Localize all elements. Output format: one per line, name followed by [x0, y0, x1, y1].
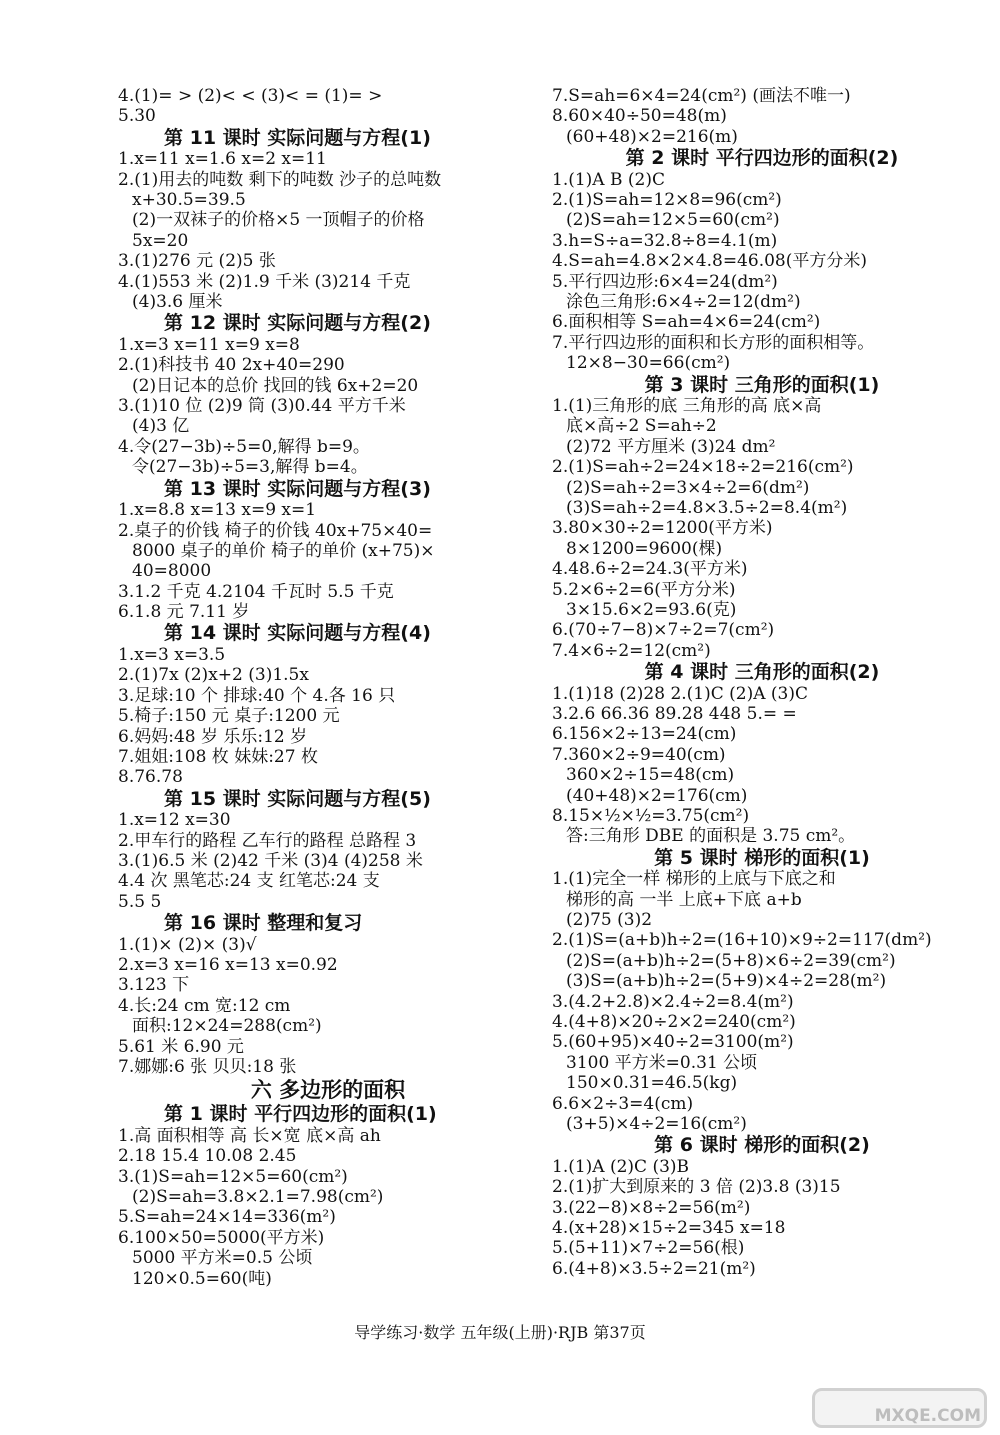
answer-line: 1.x=3 x=11 x=9 x=8 — [118, 334, 300, 355]
answer-line: 梯形的高 一半 上底+下底 a+b — [566, 889, 802, 910]
answer-line: (60+48)×2=216(m) — [566, 126, 738, 147]
answer-line: 5x=20 — [132, 230, 189, 251]
answer-line: 3×15.6×2=93.6(克) — [566, 599, 737, 620]
answer-line: 5.椅子:150 元 桌子:1200 元 — [118, 706, 340, 727]
answer-line: 3.(1)10 位 (2)9 筒 (3)0.44 平方千米 — [118, 396, 406, 417]
answer-line: 1.x=11 x=1.6 x=2 x=11 — [118, 149, 327, 170]
answer-line: 7.360×2÷9=40(cm) — [552, 744, 726, 765]
answer-line: 5.S=ah=24×14=336(m²) — [118, 1207, 336, 1228]
answer-line: (2)S=(a+b)h÷2=(5+8)×6÷2=39(cm²) — [566, 950, 896, 971]
answer-line: 1.(1)18 (2)28 2.(1)C (2)A (3)C — [552, 683, 809, 704]
answer-line: 6.156×2÷13=24(cm) — [552, 724, 737, 745]
answer-line: 4.长:24 cm 宽:12 cm — [118, 995, 291, 1016]
answer-line: 6.面积相等 S=ah=4×6=24(cm²) — [552, 312, 821, 333]
answer-line: 答:三角形 DBE 的面积是 3.75 cm²。 — [566, 826, 856, 847]
answer-line: 3.80×30÷2=1200(平方米) — [552, 518, 773, 539]
answer-line: 150×0.31=46.5(kg) — [566, 1073, 738, 1094]
answer-line: 7.平行四边形的面积和长方形的面积相等。 — [552, 332, 875, 353]
answer-line: 面积:12×24=288(cm²) — [132, 1016, 322, 1037]
answer-line: 5000 平方米=0.5 公顷 — [132, 1248, 313, 1269]
answer-line: (2)一双袜子的价格×5 一顶帽子的价格 — [132, 210, 425, 231]
answer-line: 1.x=3 x=3.5 — [118, 644, 226, 665]
answer-line: 8.76.78 — [118, 767, 183, 788]
answer-line: 2.(1)S=ah=12×8=96(cm²) — [552, 190, 782, 211]
answer-line: 令(27−3b)÷5=3,解得 b=4。 — [132, 457, 368, 478]
answer-line: 4.(4+8)×20÷2×2=240(cm²) — [552, 1012, 796, 1033]
lesson-heading: 第 16 课时 整理和复习 — [164, 912, 363, 935]
answer-line: 4.(1)= > (2)< < (3)< = (1)= > — [118, 86, 383, 106]
answer-line: 3.(1)276 元 (2)5 张 — [118, 251, 276, 272]
answer-line: 1.(1)A B (2)C — [552, 169, 665, 190]
answer-line: (3+5)×4÷2=16(cm²) — [566, 1113, 747, 1134]
answer-line: 3.(1)6.5 米 (2)42 千米 (3)4 (4)258 米 — [118, 851, 423, 871]
lesson-heading: 第 14 课时 实际问题与方程(4) — [164, 622, 431, 645]
answer-line: 5.平行四边形:6×4=24(dm²) — [552, 271, 778, 292]
answer-line: (2)75 (3)2 — [566, 910, 653, 931]
answer-line: 3.h=S÷a=32.8÷8=4.1(m) — [552, 230, 778, 251]
answer-line: (2)S=ah=12×5=60(cm²) — [566, 210, 780, 231]
answer-line: (3)S=(a+b)h÷2=(5+9)×4÷2=28(m²) — [566, 971, 887, 992]
answer-line: 5.(5+11)×7÷2=56(根) — [552, 1238, 745, 1259]
answer-line: 8.60×40÷50=48(m) — [552, 106, 727, 127]
answer-line: (4)3.6 厘米 — [132, 292, 223, 313]
answer-line: 4.48.6÷2=24.3(平方米) — [552, 559, 748, 580]
answer-line: 5.5 5 — [118, 891, 162, 912]
lesson-heading: 第 15 课时 实际问题与方程(5) — [164, 787, 431, 810]
lesson-heading: 第 12 课时 实际问题与方程(2) — [164, 312, 431, 335]
answer-line: 3.123 下 — [118, 975, 190, 996]
answer-line: 2.桌子的价钱 椅子的价钱 40x+75×40= — [118, 520, 433, 541]
answer-line: 8×1200=9600(棵) — [566, 538, 723, 559]
answer-line: 5.(60+95)×40÷2=3100(m²) — [552, 1032, 794, 1053]
answer-line: 4.令(27−3b)÷5=0,解得 b=9。 — [118, 436, 370, 457]
answer-line: 5.30 — [118, 106, 156, 127]
lesson-heading: 第 13 课时 实际问题与方程(3) — [164, 477, 431, 500]
answer-line: 1.(1)A (2)C (3)B — [552, 1156, 690, 1177]
answer-line: 3.(4.2+2.8)×2.4÷2=8.4(m²) — [552, 991, 794, 1012]
lesson-heading: 第 2 课时 平行四边形的面积(2) — [625, 147, 899, 170]
answer-line: 120×0.5=60(吨) — [132, 1268, 272, 1289]
answer-line: 4.S=ah=4.8×2×4.8=46.08(平方分米) — [552, 251, 867, 272]
answer-line: 3.足球:10 个 排球:40 个 4.各 16 只 — [118, 685, 396, 706]
answer-line: 1.(1)× (2)× (3)√ — [118, 934, 257, 955]
answer-line: 1.x=8.8 x=13 x=9 x=1 — [118, 500, 317, 521]
answer-line: 3.(22−8)×8÷2=56(m²) — [552, 1197, 751, 1218]
lesson-heading: 第 5 课时 梯形的面积(1) — [654, 846, 870, 869]
answer-line: 6.(4+8)×3.5÷2=21(m²) — [552, 1258, 756, 1279]
right-column — [552, 86, 972, 1279]
answer-line: 5.2×6÷2=6(平方分米) — [552, 579, 736, 600]
answer-line: 4.(1)553 米 (2)1.9 千米 (3)214 千克 — [118, 271, 411, 292]
answer-line: 6.6×2÷3=4(cm) — [552, 1093, 694, 1114]
answer-line: (40+48)×2=176(cm) — [566, 785, 748, 806]
lesson-heading: 第 3 课时 三角形的面积(1) — [644, 373, 880, 396]
answer-line: 2.(1)用去的吨数 剩下的吨数 沙子的总吨数 — [118, 169, 442, 190]
answer-line: 2.(1)S=(a+b)h÷2=(16+10)×9÷2=117(dm²) — [552, 930, 932, 951]
answer-line: 底×高÷2 S=ah÷2 — [566, 416, 717, 437]
answer-line: 40=8000 — [132, 561, 212, 582]
answer-line: 7.4×6÷2=12(cm²) — [552, 640, 711, 661]
answer-line: 2.18 15.4 10.08 2.45 — [118, 1146, 297, 1167]
page-footer: 导学练习·数学 五年级(上册)·RJB 第37页 — [354, 1323, 646, 1342]
answer-line: 2.甲车行的路程 乙车行的路程 总路程 3 — [118, 830, 417, 851]
answer-line: 2.(1)科技书 40 2x+40=290 — [118, 355, 345, 376]
answer-line: 8000 桌子的单价 椅子的单价 (x+75)× — [132, 540, 435, 561]
answer-line: 4.4 次 黑笔芯:24 支 红笔芯:24 支 — [118, 871, 380, 892]
answer-line: 1.x=12 x=30 — [118, 810, 231, 831]
lesson-heading: 第 11 课时 实际问题与方程(1) — [164, 126, 431, 149]
answer-line: 2.(1)S=ah÷2=24×18÷2=216(cm²) — [552, 457, 854, 478]
answer-line: 1.高 面积相等 高 长×宽 底×高 ah — [118, 1125, 381, 1146]
answer-line: 12×8−30=66(cm²) — [566, 353, 731, 374]
answer-line: 4.(x+28)×15÷2=345 x=18 — [552, 1218, 786, 1239]
answer-line: 3.2.6 66.36 89.28 448 5.= = — [552, 704, 797, 725]
watermark — [812, 1388, 987, 1428]
watermark-text: MXQE.COM — [874, 1406, 981, 1426]
unit-heading: 六 多边形的面积 — [250, 1078, 406, 1103]
answer-line: 1.(1)三角形的底 三角形的高 底×高 — [552, 396, 822, 417]
lesson-heading: 第 1 课时 平行四边形的面积(1) — [164, 1103, 437, 1126]
left-column — [118, 86, 538, 1289]
answer-line: 3100 平方米=0.31 公顷 — [566, 1052, 758, 1073]
answer-line: 2.(1)7x (2)x+2 (3)1.5x — [118, 665, 309, 686]
answer-line: 8.15×½×½=3.75(cm²) — [552, 806, 750, 826]
answer-line: 2.x=3 x=16 x=13 x=0.92 — [118, 955, 338, 976]
answer-line: 6.(70÷7−8)×7÷2=7(cm²) — [552, 620, 775, 641]
answer-line: 3.(1)S=ah=12×5=60(cm²) — [118, 1166, 348, 1187]
answer-line: 7.娜娜:6 张 贝贝:18 张 — [118, 1057, 297, 1078]
answer-line: 1.(1)完全一样 梯形的上底与下底之和 — [552, 869, 836, 890]
answer-line: 6.妈妈:48 岁 乐乐:12 岁 — [118, 726, 308, 747]
answer-line: (2)S=ah÷2=3×4÷2=6(dm²) — [566, 477, 810, 498]
answer-line: 7.S=ah=6×4=24(cm²) (画法不唯一) — [552, 86, 851, 106]
lesson-heading: 第 4 课时 三角形的面积(2) — [644, 661, 880, 684]
answer-line: (2)日记本的总价 找回的钱 6x+2=20 — [132, 375, 419, 396]
answer-line: 6.100×50=5000(平方米) — [118, 1227, 325, 1248]
answer-line: x+30.5=39.5 — [132, 190, 246, 211]
answer-line: 360×2÷15=48(cm) — [566, 765, 735, 786]
answer-line: 3.1.2 千克 4.2104 千瓦时 5.5 千克 — [118, 581, 394, 602]
answer-line: (2)S=ah=3.8×2.1=7.98(cm²) — [132, 1187, 384, 1208]
answer-line: (4)3 亿 — [132, 416, 190, 437]
answer-line: 7.姐姐:108 枚 妹妹:27 枚 — [118, 746, 318, 767]
answer-line: 6.1.8 元 7.11 岁 — [118, 602, 250, 623]
lesson-heading: 第 6 课时 梯形的面积(2) — [654, 1134, 870, 1157]
answer-line: 2.(1)扩大到原来的 3 倍 (2)3.8 (3)15 — [552, 1177, 841, 1198]
answer-line: (3)S=ah÷2=4.8×3.5÷2=8.4(m²) — [566, 498, 848, 519]
answer-line: 5.61 米 6.90 元 — [118, 1036, 244, 1057]
answer-line: 涂色三角形:6×4÷2=12(dm²) — [566, 292, 801, 313]
answer-line: (2)72 平方厘米 (3)24 dm² — [566, 436, 776, 457]
